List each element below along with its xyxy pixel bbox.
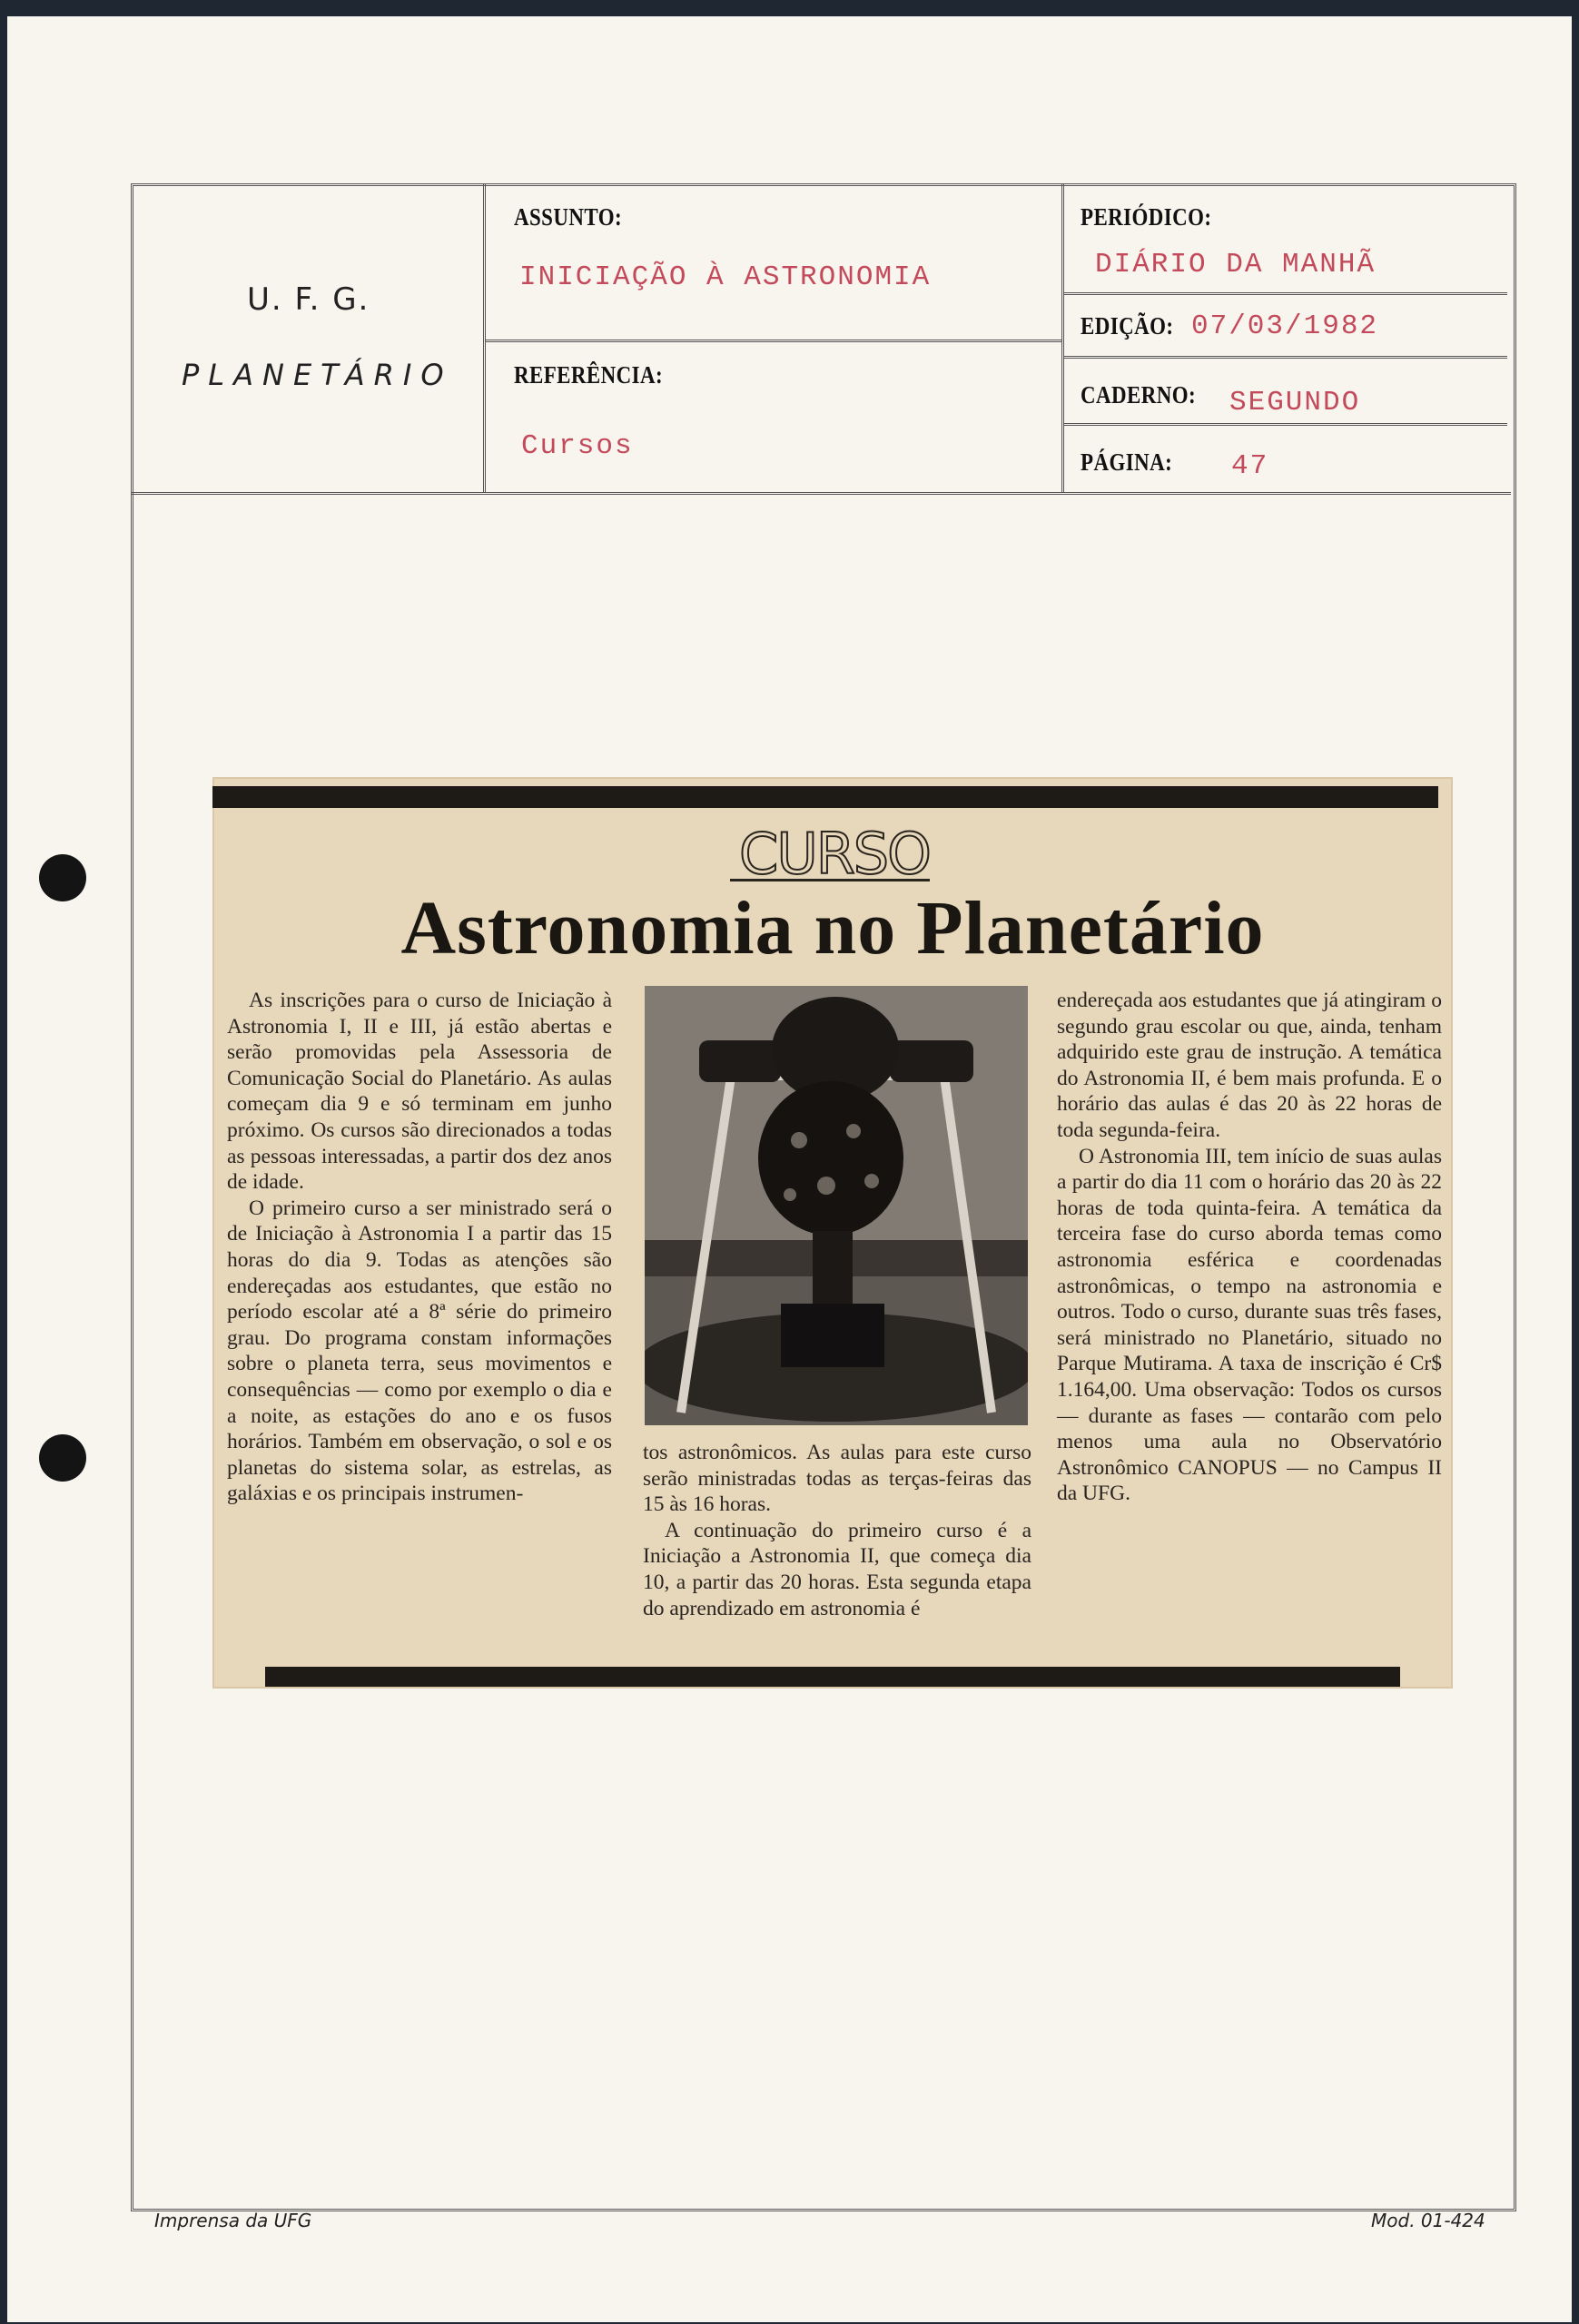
periodico-label: PERIÓDICO: — [1081, 203, 1212, 231]
edicao-value: 07/03/1982 — [1191, 310, 1379, 342]
headline: Astronomia no Planetário — [400, 886, 1265, 970]
assunto-label: ASSUNTO: — [514, 203, 623, 231]
paragraph: tos astronômicos. As aulas para este curso serão ministradas todas as terças-feiras das 15 às 16 horas. — [643, 1441, 1031, 1517]
bottom-rule — [265, 1667, 1400, 1687]
edicao-label: EDIÇÃO: — [1081, 312, 1174, 340]
unit-name: PLANETÁRIO — [182, 358, 453, 392]
newspaper-clipping — [212, 777, 1453, 1689]
paragraph: A continuação do primeiro curso é a Iniciação a Astronomia II, que começa dia 10, a partir das 20 horas. Esta segunda etapa do aprendizado em astronomia é — [643, 1518, 1031, 1620]
binder-hole — [39, 1434, 86, 1482]
paragraph: As inscrições para o curso de Iniciação à Astronomia I, II e III, já estão abertas e serão promovidas pela Assessoria de Comunicação Social do Planetário. As aulas começam dia 9 e só terminam em junho próximo. Os cursos são direcionados a todas as pessoas interessadas, a partir dos dez anos de idade. — [227, 989, 612, 1195]
top-rule — [212, 786, 1438, 808]
projector-illustration — [645, 986, 1028, 1425]
divider — [1064, 356, 1507, 359]
divider — [1061, 183, 1064, 492]
divider — [1064, 292, 1507, 295]
article-column-3 — [1057, 988, 1442, 1507]
divider — [483, 183, 486, 492]
periodico-value: DIÁRIO DA MANHÃ — [1095, 249, 1377, 281]
divider — [486, 340, 1061, 342]
paragraph: O primeiro curso a ser ministrado será o de Iniciação à Astronomia I a partir das 15 horas do dia 9. Todas as atenções são endereçadas aos estudantes, que estão no período escolar até a 8ª série do primeiro grau. Do programa constam informações sobre o planeta terra, seus movimentos e consequências — como por exemplo o dia e a noite, as estações do ano e os fusos horários. Também em observação, o sol e os planetas do sistema solar, as estrelas, as galáxias e os principais instrumen- — [227, 1196, 612, 1506]
caderno-label: CADERNO: — [1081, 381, 1197, 409]
kicker: CURSO — [739, 821, 930, 887]
footer-imprint: Imprensa da UFG — [154, 2210, 312, 2231]
pagina-value: 47 — [1231, 450, 1269, 482]
referencia-value: Cursos — [521, 430, 634, 462]
article-column-2 — [643, 1440, 1031, 1621]
article-column-1 — [227, 988, 612, 1507]
footer-form-code: Mod. 01-424 — [1371, 2210, 1485, 2231]
referencia-label: REFERÊNCIA: — [514, 361, 664, 389]
binder-hole — [39, 854, 86, 901]
form-header — [131, 183, 1511, 495]
planetarium-projector-photo — [645, 986, 1028, 1425]
assunto-value: INICIAÇÃO À ASTRONOMIA — [519, 261, 932, 293]
pagina-label: PÁGINA: — [1081, 448, 1173, 476]
org-name: U. F. G. — [247, 281, 370, 318]
paragraph: O Astronomia III, tem início de suas aulas a partir do dia 11 com o horário das 20 às 22 horas de toda quinta-feira. A temática da terceira fase do curso aborda temas como astronomia esférica e coordenadas astronômicas, o tempo na astronomia e outros. Todo o curso, durante suas três fases, será ministrado no Planetário, situado no Parque Mutirama. A taxa de inscrição é Cr$ 1.164,00. Uma observação: Todos os cursos — durante as fases — contarão com pelo menos uma aula no Observatório Astronômico CANOPUS — no Campus II da UFG. — [1057, 1144, 1442, 1506]
divider — [1064, 423, 1507, 426]
paragraph: endereçada aos estudantes que já atingiram o segundo grau escolar ou que, ainda, tenham adquirido este grau de instrução. A temática do Astronomia II, é bem mais profunda. E o horário das aulas é das 20 às 22 horas de toda segunda-feira. — [1057, 989, 1442, 1142]
caderno-value: SEGUNDO — [1229, 387, 1361, 419]
kicker-underline — [730, 879, 930, 881]
